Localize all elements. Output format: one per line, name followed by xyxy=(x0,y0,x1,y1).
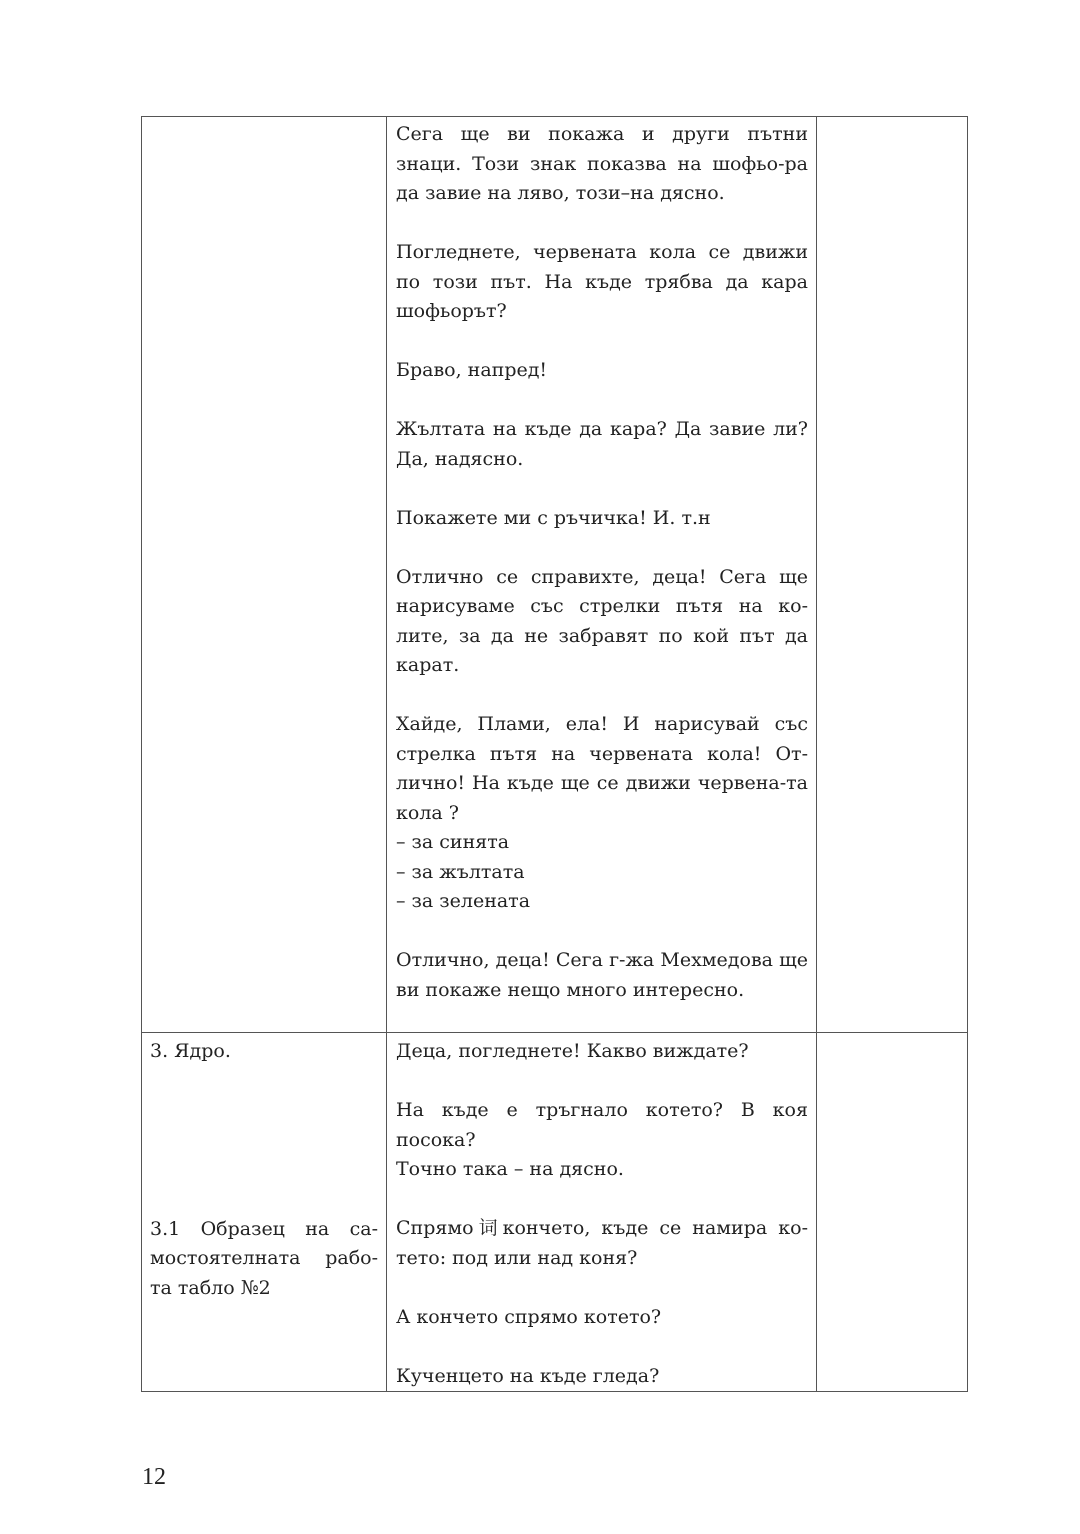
row2-paragraph-3: Спрямо词кончето, къде се намира ко-тето: под или над коня? xyxy=(396,1217,808,1269)
row1-paragraph-1: Сега ще ви покажа и други пътни знаци. Този знак показва на шофьо-ра да завие на ляво, този–на дясно. xyxy=(396,123,808,204)
row1-list-item-1: – за синята xyxy=(396,831,510,853)
row1-paragraph-2: Погледнете, червената кола се движи по този път. На къде трябва да кара шофьорът? xyxy=(396,241,808,322)
row1-paragraph-5: Покажете ми с ръчичка! И. т.н xyxy=(396,506,711,529)
stage-heading: 3. Ядро. xyxy=(150,1040,231,1062)
row1-list-item-2: – за жълтата xyxy=(396,860,525,883)
row1-paragraph-4: Жълтата на къде да кара? Да завие ли? Да, надясно. xyxy=(396,418,808,470)
row2-paragraph-5: Кученцето на къде гледа? xyxy=(396,1364,660,1387)
row2-paragraph-2a: На къде е тръгнало котето? В коя посока? xyxy=(396,1099,808,1151)
row1-list-item-3: – за зелената xyxy=(396,890,531,912)
column-divider-2 xyxy=(816,117,817,1391)
row2-paragraph-1: Деца, погледнете! Какво виждате? xyxy=(396,1040,749,1062)
row1-paragraph-8: Отлично, деца! Сега г-жа Мехмедова ще ви покаже нещо много интересно. xyxy=(396,949,808,1001)
row2-activity-cell xyxy=(396,1037,808,1391)
row2-paragraph-2b: Точно така – на дясно. xyxy=(396,1158,624,1180)
column-divider-1 xyxy=(386,117,387,1391)
row2-paragraph-4: А кончето спрямо котето? xyxy=(396,1305,662,1328)
row-divider xyxy=(142,1032,967,1033)
stage-subheading: 3.1 Образец на са-мостоятелната рабо-та табло №2 xyxy=(150,1217,378,1299)
row1-paragraph-6: Отлично се справихте, деца! Сега ще нарисуваме със стрелки пътя на ко-лите, за да не забравят по кой път да карат. xyxy=(396,565,808,676)
row2-stage-cell xyxy=(150,1037,378,1303)
row1-activity-cell xyxy=(396,120,808,1005)
row1-paragraph-7: Хайде, Плами, ела! И нарисувай със стрелка пътя на червената кола! От-лично! На къде ще се движи червена-та кола ? xyxy=(396,713,808,824)
page-number: 12 xyxy=(142,1464,166,1490)
lesson-table xyxy=(141,116,968,1392)
row1-paragraph-3: Браво, напред! xyxy=(396,359,548,381)
